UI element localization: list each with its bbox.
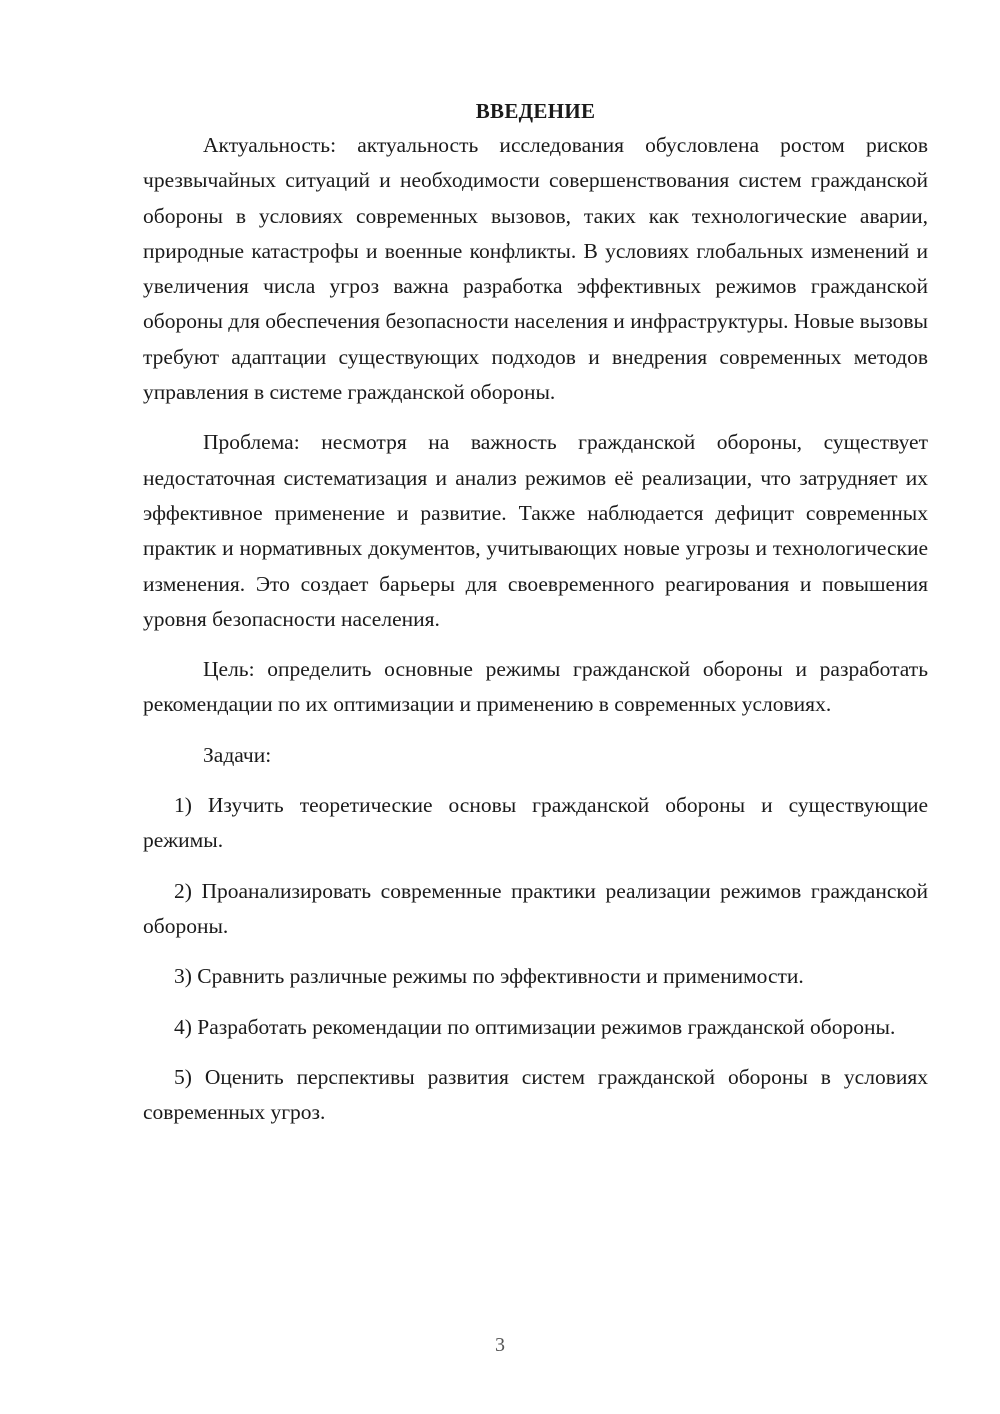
document-page bbox=[143, 96, 928, 1145]
task-item-2: 2) Проанализировать современные практики реализации режимов гражданской обороны. bbox=[143, 878, 928, 938]
tasks-label: Задачи: bbox=[203, 742, 272, 767]
task-item-4: 4) Разработать рекомендации по оптимизации режимов гражданской обороны. bbox=[174, 1014, 896, 1039]
paragraph-relevance: Актуальность: актуальность исследования обусловлена ростом рисков чрезвычайных ситуаций и необходимости совершенствования систем гражданской обороны в условиях современных вызовов, таких как технологические аварии, природные катастрофы и военные конфликты. В условиях глобальных изменений и увеличения числа угроз важна разработка эффективных режимов гражданской обороны для обеспечения безопасности населения и инфраструктуры. Новые вызовы требуют адаптации существующих подходов и внедрения современных методов управления в системе гражданской обороны. bbox=[143, 133, 928, 405]
task-item-5: 5) Оценить перспективы развития систем гражданской обороны в условиях современных угроз. bbox=[143, 1064, 928, 1125]
page-number: 3 bbox=[495, 1334, 505, 1356]
paragraph-goal: Цель: определить основные режимы гражданской обороны и разработать рекомендации по их оптимизации и применению в современных условиях. bbox=[143, 657, 928, 717]
task-item-3: 3) Сравнить различные режимы по эффективности и применимости. bbox=[174, 964, 804, 989]
section-heading: ВВЕДЕНИЕ bbox=[475, 99, 596, 123]
task-item-1: 1) Изучить теоретические основы гражданской обороны и существующие режимы. bbox=[143, 793, 928, 853]
tasks-list bbox=[143, 788, 928, 1130]
paragraph-problem: Проблема: несмотря на важность гражданской обороны, существует недостаточная систематизация и анализ режимов её реализации, что затрудняет их эффективное применение и развитие. Также наблюдается дефицит современных практик и нормативных документов, учитывающих новые угрозы и технологические изменения. Это создает барьеры для своевременного реагирования и повышения уровня безопасности населения. bbox=[143, 430, 928, 631]
